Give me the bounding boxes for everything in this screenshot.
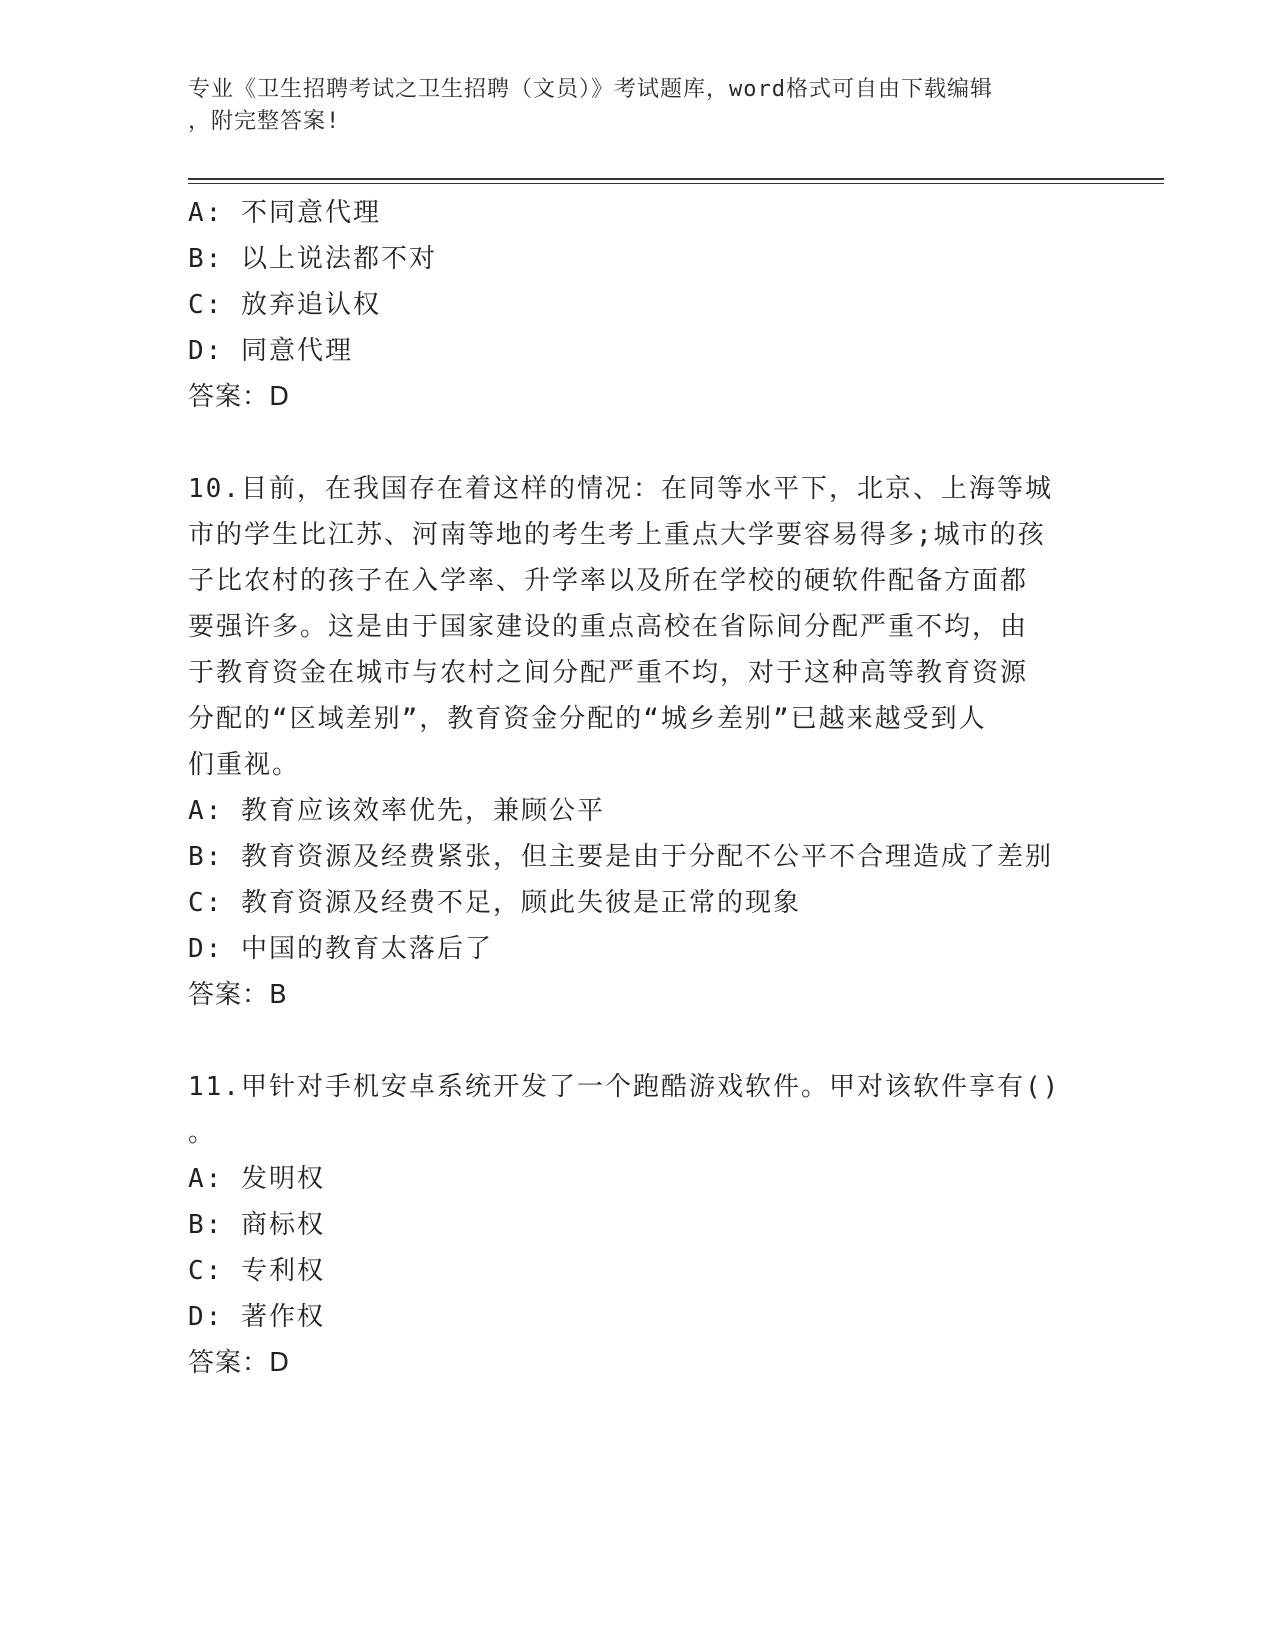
- spacer: [188, 420, 1088, 466]
- answer-line: 答案：B: [188, 980, 288, 1010]
- question-stem-line: 子比农村的孩子在入学率、升学率以及所在学校的硬软件配备方面都: [188, 566, 1029, 596]
- option-d: D: 著作权: [188, 1302, 325, 1332]
- option-c: C: 教育资源及经费不足，顾此失彼是正常的现象: [188, 888, 801, 918]
- question-11: [188, 1064, 1088, 1386]
- question-stem-line: 市的学生比江苏、河南等地的考生考上重点大学要容易得多;城市的孩: [188, 520, 1046, 550]
- header-line-2: ，附完整答案!: [188, 109, 341, 134]
- question-stem-line: 分配的“区域差别”，教育资金分配的“城乡差别”已越来越受到人: [188, 704, 987, 734]
- question-stem-line: 要强许多。这是由于国家建设的重点高校在省际间分配严重不均，由: [188, 612, 1029, 642]
- option-d: D: 中国的教育太落后了: [188, 934, 493, 964]
- option-c: C: 专利权: [188, 1256, 325, 1286]
- option-a: A: 发明权: [188, 1164, 325, 1194]
- spacer: [188, 1018, 1088, 1064]
- option-b: B: 教育资源及经费紧张，但主要是由于分配不公平不合理造成了差别: [188, 842, 1053, 872]
- question-10: [188, 466, 1088, 1018]
- header-divider-thick: [188, 178, 1164, 180]
- answer-line: 答案：D: [188, 1348, 291, 1378]
- option-c: C: 放弃追认权: [188, 290, 381, 320]
- question-content: [188, 190, 1088, 1386]
- document-header: [188, 74, 1068, 138]
- question-stem-line: 们重视。: [188, 750, 301, 780]
- option-d: D: 同意代理: [188, 336, 353, 366]
- answer-line: 答案：D: [188, 382, 291, 412]
- question-stem-line: 于教育资金在城市与农村之间分配严重不均，对于这种高等教育资源: [188, 658, 1029, 688]
- option-a: A: 不同意代理: [188, 198, 381, 228]
- option-b: B: 以上说法都不对: [188, 244, 437, 274]
- question-9: [188, 190, 1088, 420]
- question-stem-line: 11.甲针对手机安卓系统开发了一个跑酷游戏软件。甲对该软件享有(): [188, 1072, 1061, 1102]
- question-stem-line: 。: [188, 1118, 217, 1148]
- question-stem-line: 10.目前，在我国存在着这样的情况：在同等水平下，北京、上海等城: [188, 474, 1053, 504]
- option-a: A: 教育应该效率优先，兼顾公平: [188, 796, 605, 826]
- header-line-1: 专业《卫生招聘考试之卫生招聘（文员）》考试题库，word格式可自由下载编辑: [188, 77, 993, 102]
- header-divider-thin: [188, 183, 1164, 184]
- option-b: B: 商标权: [188, 1210, 325, 1240]
